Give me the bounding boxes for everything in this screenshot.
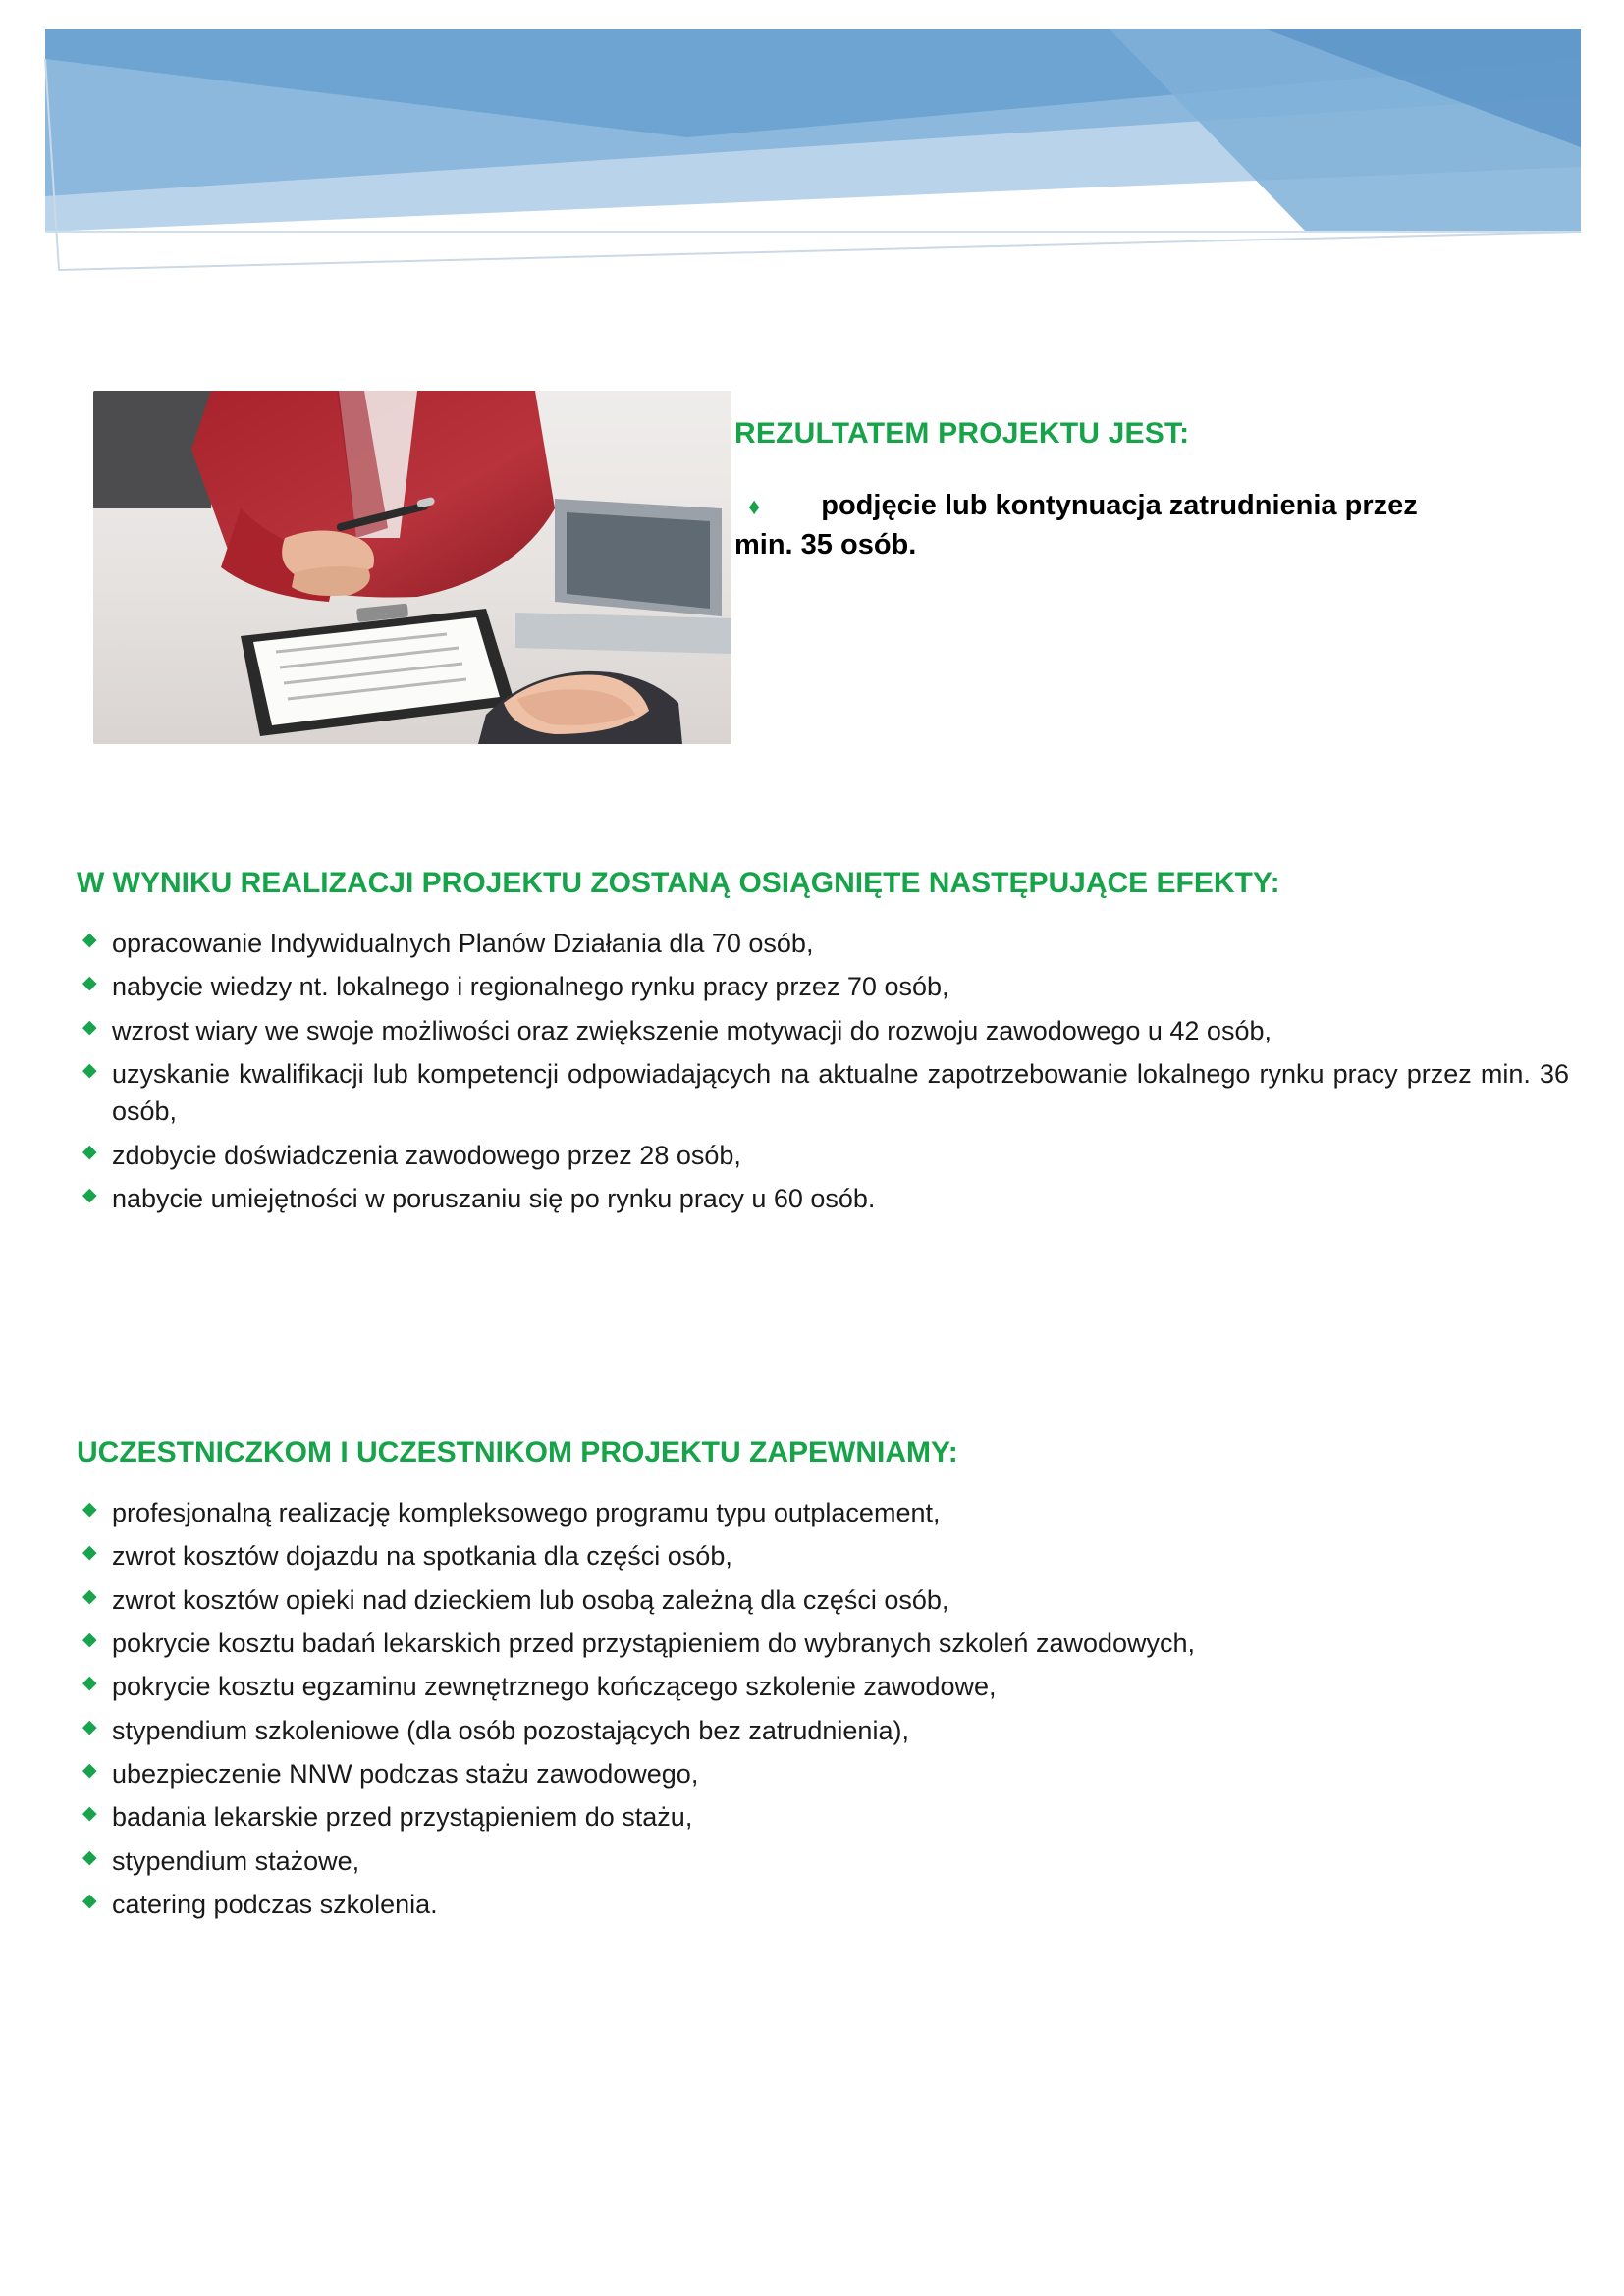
effects-heading: W WYNIKU REALIZACJI PROJEKTU ZOSTANĄ OSIĄGNIĘTE NASTĘPUJĄCE EFEKTY: [77,867,1280,899]
list-item: ◆ pokrycie kosztu badań lekarskich przed przystąpieniem do wybranych szkoleń zawodowych, [77,1625,1569,1662]
list-item: ◆ ubezpieczenie NNW podczas stażu zawodowego, [77,1755,1569,1792]
list-item: ◆ wzrost wiary we swoje możliwości oraz zwiększenie motywacji do rozwoju zawodowego u 42 osób, [77,1012,1569,1049]
diamond-bullet-icon: ♦ [748,494,761,520]
list-item: ◆ catering podczas szkolenia. [77,1886,1569,1923]
meeting-photo [93,391,731,744]
list-item: ◆ pokrycie kosztu egzaminu zewnętrznego kończącego szkolenie zawodowe, [77,1668,1569,1705]
effects-list [77,925,1569,1217]
result-text-block [734,417,1481,564]
list-item: ◆ opracowanie Indywidualnych Planów Działania dla 70 osób, [77,925,1569,962]
result-section [0,378,1624,751]
effects-section [77,864,1569,1223]
list-item: ◆ stypendium szkoleniowe (dla osób pozostających bez zatrudnienia), [77,1712,1569,1749]
result-title: REZULTATEM PROJEKTU JEST: [734,417,1190,450]
list-item: ◆ zwrot kosztów opieki nad dzieckiem lub osobą zależną dla części osób, [77,1581,1569,1619]
result-item [734,486,1481,564]
header-banner [0,0,1624,324]
list-item: ◆ stypendium stażowe, [77,1842,1569,1880]
list-item: ◆ nabycie wiedzy nt. lokalnego i regionalnego rynku pracy przez 70 osób, [77,968,1569,1005]
list-item: ◆ zdobycie doświadczenia zawodowego przez 28 osób, [77,1137,1569,1174]
result-item-text: podjęcie lub kontynuacja zatrudnienia przez min. 35 osób. [734,490,1418,561]
list-item: ◆ badania lekarskie przed przystąpieniem do stażu, [77,1798,1569,1836]
list-item: ◆ profesjonalną realizację kompleksowego programu typu outplacement, [77,1494,1569,1531]
guarantees-heading: UCZESTNICZKOM I UCZESTNIKOM PROJEKTU ZAPEWNIAMY: [77,1436,958,1468]
list-item: ◆ nabycie umiejętności w poruszaniu się po rynku pracy u 60 osób. [77,1180,1569,1217]
guarantees-section [77,1433,1569,1929]
guarantees-list [77,1494,1569,1923]
list-item: ◆ uzyskanie kwalifikacji lub kompetencji odpowiadających na aktualne zapotrzebowanie lokalnego rynku pracy przez min. 36 osób, [77,1055,1569,1131]
list-item: ◆ zwrot kosztów dojazdu na spotkania dla części osób, [77,1537,1569,1575]
